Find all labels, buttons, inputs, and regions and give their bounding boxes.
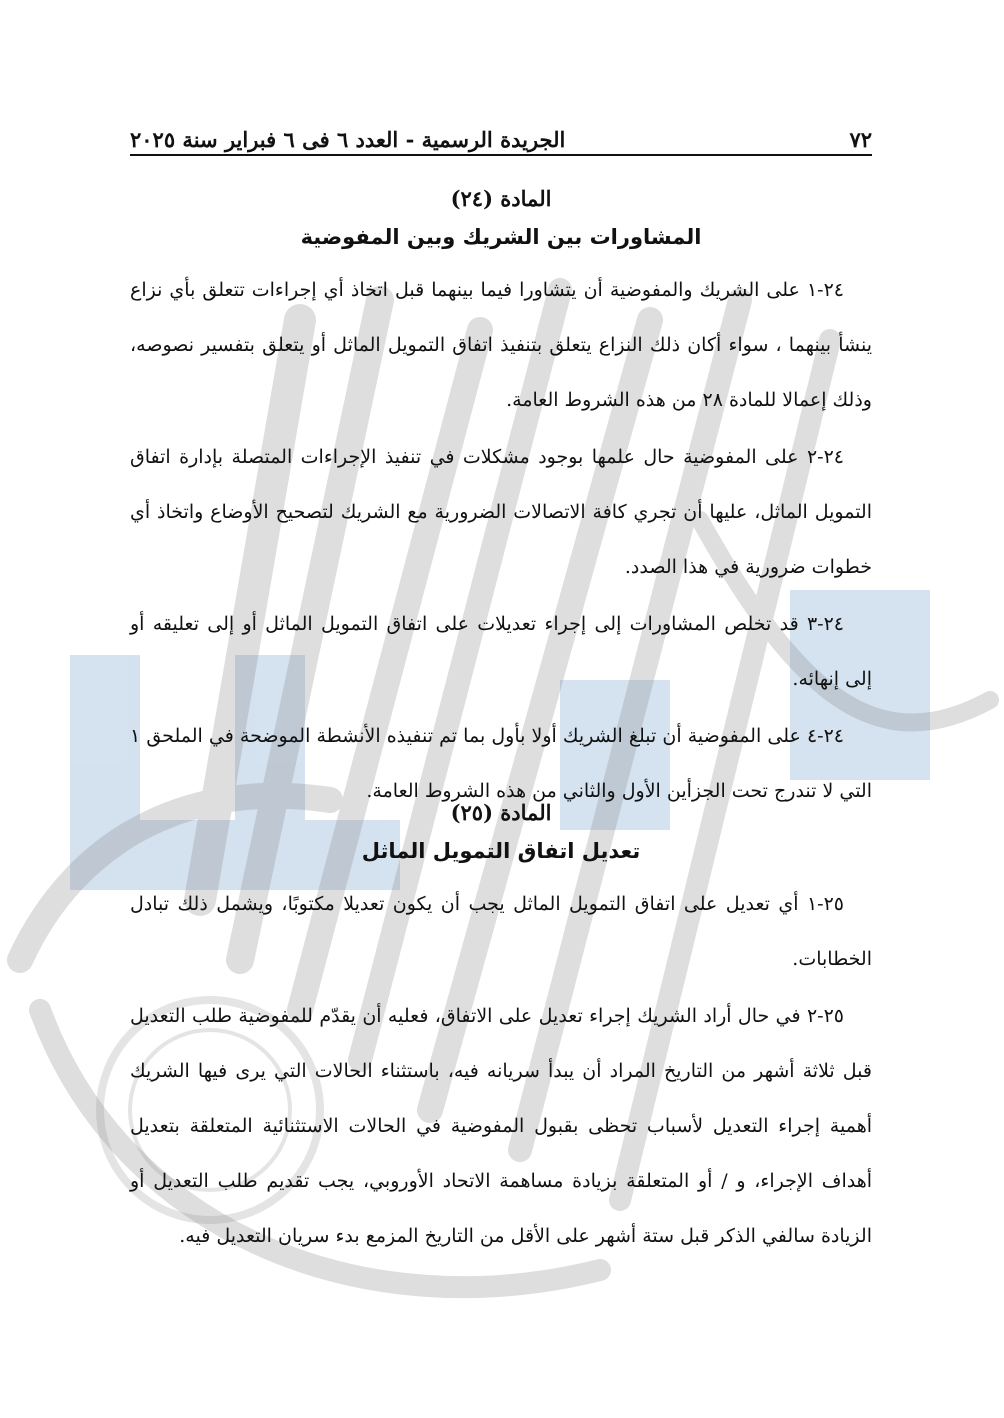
gazette-page — [130, 0, 872, 1418]
article-24 — [130, 186, 872, 819]
gazette-line: الجريدة الرسمية - العدد ٦ فى ٦ فبراير سنة ٢٠٢٥ — [130, 127, 566, 152]
paragraph: ٢٤-٤ على المفوضية أن تبلغ الشريك أولا بأول بما تم تنفيذه الأنشطة الموضحة في الملحق ١ التي لا تندرج تحت الجزأين الأول والثاني من هذه الشروط العامة. — [130, 725, 872, 802]
article-25 — [130, 800, 872, 1264]
paragraph: ٢٤-٣ قد تخلص المشاورات إلى إجراء تعديلات على اتفاق التمويل الماثل أو إلى تعليقه أو إلى إنهائه. — [130, 613, 872, 690]
header-rule — [130, 154, 872, 156]
paragraph: ٢٤-٢ على المفوضية حال علمها بوجود مشكلات في تنفيذ الإجراءات المتصلة بإدارة اتفاق التمويل الماثل، عليها أن تجري كافة الاتصالات الضرورية مع الشريك لتصحيح الأوضاع واتخاذ أي خطوات ضرورية في هذا الصدد. — [130, 446, 872, 578]
article-body — [130, 877, 872, 1264]
article-body — [130, 263, 872, 819]
paragraph: ٢٤-١ على الشريك والمفوضية أن يتشاورا فيما بينهما قبل اتخاذ أي إجراءات تتعلق بأي نزاع ينشأ بينهما ، سواء أكان ذلك النزاع يتعلق بتنفيذ اتفاق التمويل الماثل أو يتعلق بتفسير نصوصه، وذلك إعمالا للمادة ٢٨ من هذه الشروط العامة. — [130, 279, 872, 411]
page-header — [130, 112, 872, 152]
article-number: المادة (٢٤) — [450, 186, 552, 211]
article-title: المشاورات بين الشريك وبين المفوضية — [300, 225, 702, 249]
paragraph: ٢٥-١ أي تعديل على اتفاق التمويل الماثل يجب أن يكون تعديلا مكتوبًا، ويشمل ذلك تبادل الخطابات. — [130, 893, 872, 970]
article-title: تعديل اتفاق التمويل الماثل — [361, 839, 641, 863]
article-number: المادة (٢٥) — [450, 800, 552, 825]
page-number: ٧٢ — [849, 127, 872, 152]
paragraph: ٢٥-٢ في حال أراد الشريك إجراء تعديل على الاتفاق، فعليه أن يقدّم للمفوضية طلب التعديل قبل ثلاثة أشهر من التاريخ المراد أن يبدأ سريانه فيه، باستثناء الحالات التي يرى فيها الشريك أهمية إجراء التعديل لأسباب تحظى بقبول المفوضية في الحالات الاستثنائية المتعلقة بتعديل أهداف الإجراء، و / أو المتعلقة بزيادة مساهمة الاتحاد الأوروبي، يجب تقديم طلب التعديل أو الزيادة سالفي الذكر قبل ستة أشهر على الأقل من التاريخ المزمع بدء سريان التعديل فيه. — [130, 1005, 872, 1247]
